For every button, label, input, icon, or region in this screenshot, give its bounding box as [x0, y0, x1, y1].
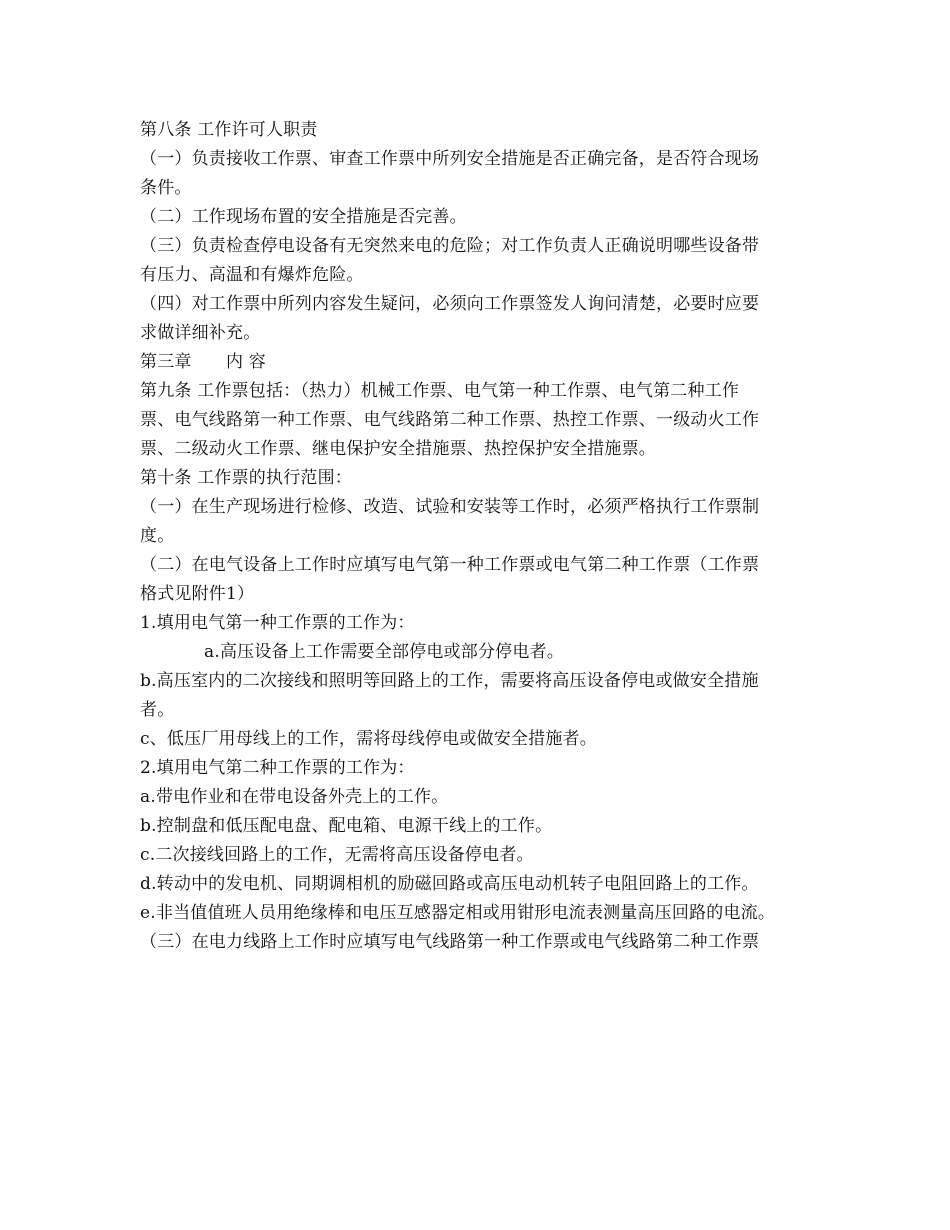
paragraph-line: 格式见附件1） [140, 584, 255, 604]
document-body [140, 116, 820, 957]
paragraph-line: （四）对工作票中所列内容发生疑问，必须向工作票签发人询问清楚，必要时应要 [140, 294, 760, 314]
paragraph-line: 条件。 [140, 178, 192, 198]
paragraph-line: 票、电气线路第一种工作票、电气线路第二种工作票、热控工作票、一级动火工作 [140, 410, 760, 430]
paragraph-line: （二）在电气设备上工作时应填写电气第一种工作票或电气第二种工作票（工作票 [140, 555, 760, 575]
list-item: a.带电作业和在带电设备外壳上的工作。 [140, 787, 449, 807]
paragraph-line: （三）负责检查停电设备有无突然来电的危险；对工作负责人正确说明哪些设备带 [140, 236, 760, 256]
list-item: 者。 [140, 700, 175, 720]
list-item: c.二次接线回路上的工作，无需将高压设备停电者。 [140, 845, 534, 865]
paragraph-line: 票、二级动火工作票、继电保护安全措施票、热控保护安全措施票。 [140, 439, 656, 459]
article-10-heading: 第十条 工作票的执行范围： [140, 468, 353, 488]
list-heading: 2.填用电气第二种工作票的工作为： [140, 758, 415, 778]
paragraph-line: （二）工作现场布置的安全措施是否完善。 [140, 207, 467, 227]
chapter-3-heading: 第三章 内 容 [140, 352, 267, 372]
article-8-heading: 第八条 工作许可人职责 [140, 120, 318, 140]
list-item: b.控制盘和低压配电盘、配电箱、电源干线上的工作。 [140, 816, 553, 836]
paragraph-line: 求做详细补充。 [140, 323, 261, 343]
paragraph-line: 有压力、高温和有爆炸危险。 [140, 265, 364, 285]
list-item: a.高压设备上工作需要全部停电或部分停电者。 [204, 642, 564, 662]
list-heading: 1.填用电气第一种工作票的工作为： [140, 613, 415, 633]
article-9-heading: 第九条 工作票包括：（热力）机械工作票、电气第一种工作票、电气第二种工作 [140, 381, 740, 401]
paragraph-line: 度。 [140, 526, 175, 546]
paragraph-line: （三）在电力线路上工作时应填写电气线路第一种工作票或电气线路第二种工作票 [140, 932, 760, 952]
paragraph-line: （一）负责接收工作票、审查工作票中所列安全措施是否正确完备，是否符合现场 [140, 149, 760, 169]
list-item: d.转动中的发电机、同期调相机的励磁回路或高压电动机转子电阻回路上的工作。 [140, 874, 759, 894]
list-item: b.高压室内的二次接线和照明等回路上的工作，需要将高压设备停电或做安全措施 [140, 671, 759, 691]
list-item: e.非当值值班人员用绝缘棒和电压互感器定相或用钳形电流表测量高压回路的电流。 [140, 903, 776, 923]
paragraph-line: （一）在生产现场进行检修、改造、试验和安装等工作时，必须严格执行工作票制 [140, 497, 760, 517]
list-item: c、低压厂用母线上的工作，需将母线停电或做安全措施者。 [140, 729, 597, 749]
